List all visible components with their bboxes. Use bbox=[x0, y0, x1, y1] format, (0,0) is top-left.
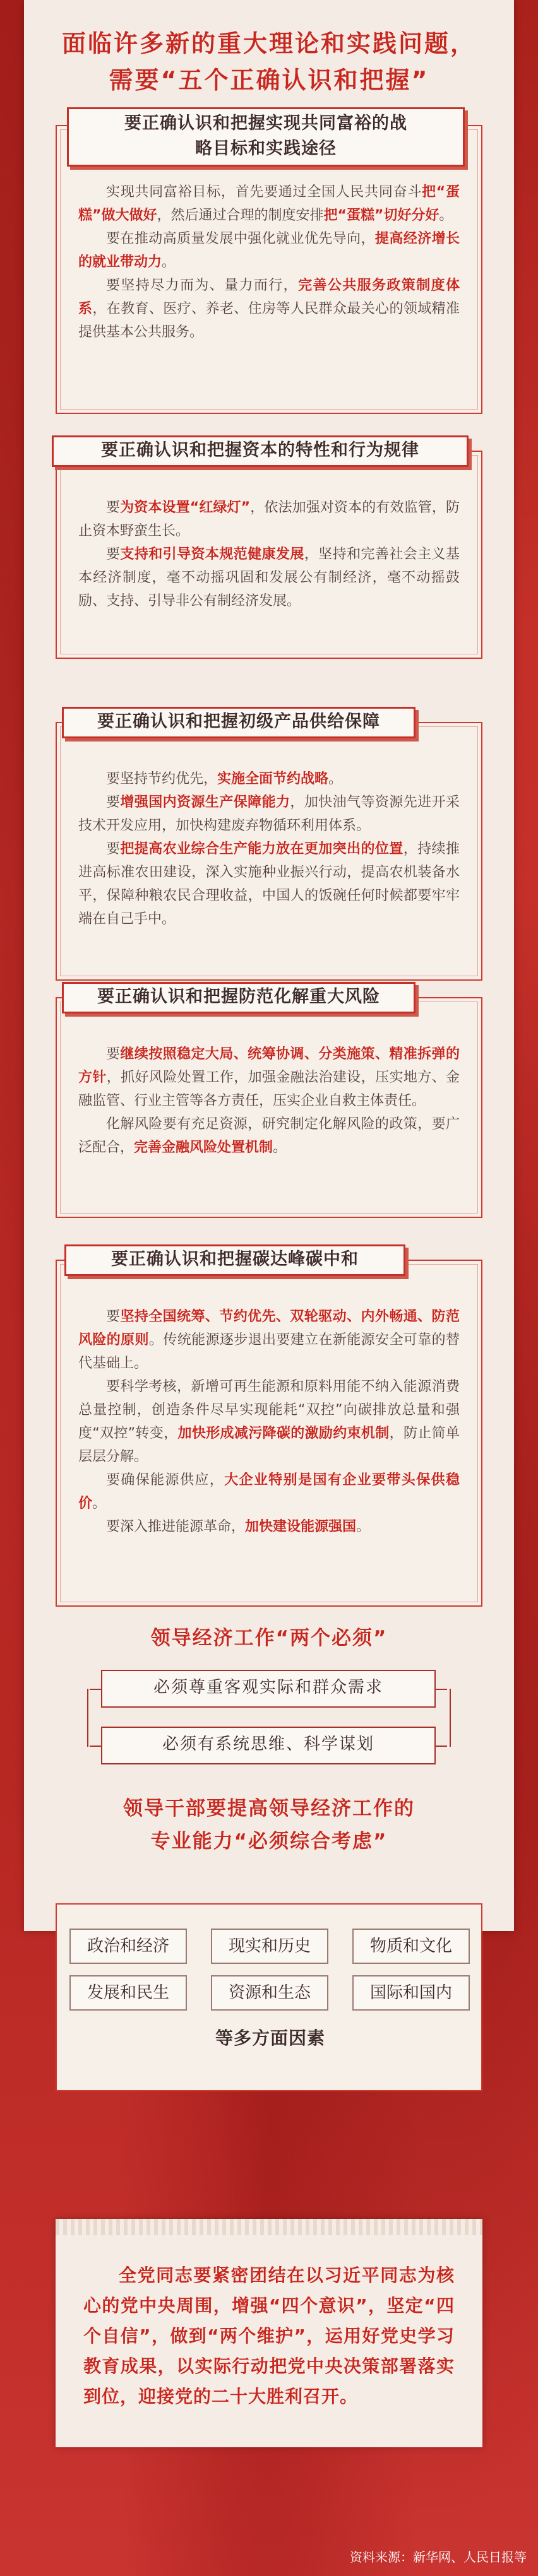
section-paragraph bbox=[78, 1375, 460, 1468]
paragraph-text: ，持续推进高标准农田建设，深入实施种业振兴行动，提高农机装备水平，保障种粮农民合理收益，中国人的饭碗任何时候都要牢牢端在自己手中。 bbox=[78, 841, 460, 927]
paragraph-text: 要 bbox=[106, 1309, 121, 1325]
paragraph-text: ，然后通过合理的制度安排 bbox=[157, 208, 324, 223]
factor-item: 国际和国内 bbox=[352, 1975, 470, 2011]
highlight-text: 为资本设置“红绿灯” bbox=[120, 500, 251, 516]
section-paragraph bbox=[78, 1043, 460, 1113]
highlight-text: 加快形成减污降碳的激励约束机制 bbox=[177, 1426, 390, 1441]
factor-item: 发展和民生 bbox=[69, 1975, 187, 2011]
closing-card bbox=[56, 2219, 482, 2447]
paragraph-text: 要 bbox=[106, 500, 121, 516]
paragraph-text: ，依法加强对资本的有效监管，防止资本野蛮生长。 bbox=[78, 500, 460, 539]
capability-title-line-2: 专业能力“必须综合考虑” bbox=[150, 1830, 388, 1853]
paragraph-text: 。 bbox=[356, 1519, 371, 1535]
paragraph-text: 要科学考核，新增可再生能源和原料用能不纳入能源消费总量控制，创造条件尽早实现能耗“双控”向碳排放总量和强度“双控”转变， bbox=[78, 1379, 460, 1441]
paragraph-text: 。传统能源逐步退出要建立在新能源安全可靠的替代基础上。 bbox=[78, 1332, 460, 1371]
section-paragraph bbox=[78, 1515, 460, 1539]
paragraph-text: 。 bbox=[162, 254, 176, 270]
headline-line-2: 需要“五个正确认识和把握” bbox=[109, 66, 429, 94]
section-paragraph bbox=[78, 767, 460, 791]
paragraph-text: 。 bbox=[92, 1496, 107, 1511]
paragraph-text: ，在教育、医疗、养老、住房等人民群众最关心的领域精准提供基本公共服务。 bbox=[78, 301, 460, 340]
highlight-text: 把“蛋糕”切好分好 bbox=[323, 208, 439, 223]
section-title: 要正确认识和把握初级产品供给保障 bbox=[62, 707, 415, 738]
section-title: 要正确认识和把握资本的特性和行为规律 bbox=[52, 435, 469, 467]
highlight-text: 实施全面节约战略 bbox=[217, 771, 329, 787]
highlight-text: 完善金融风险处置机制 bbox=[134, 1140, 273, 1155]
section-paragraph bbox=[78, 274, 460, 344]
must-item bbox=[101, 1727, 436, 1764]
section-body bbox=[78, 767, 460, 931]
factors-box bbox=[56, 1903, 482, 2091]
section-paragraph bbox=[78, 1468, 460, 1515]
paragraph-text: ，坚持和完善社会主义基本经济制度，毫不动摇巩固和发展公有制经济，毫不动摇鼓励、支持、引导非公有制经济发展。 bbox=[78, 547, 460, 609]
paragraph-text: 。 bbox=[273, 1140, 287, 1155]
paragraph-text: 化解风险要有充足资源，研究制定化解风险的政策，要广泛配合， bbox=[78, 1116, 460, 1155]
section-body bbox=[78, 180, 460, 344]
highlight-text: 把“蛋糕”做大做好 bbox=[78, 184, 460, 223]
paragraph-text: ，加快油气等资源先进开采技术开发应用，加快构建废弃物循环利用体系。 bbox=[78, 795, 460, 834]
headline-line-1: 面临许多新的重大理论和实践问题， bbox=[61, 30, 476, 57]
paragraph-text: 实现共同富裕目标，首先要通过全国人民共同奋斗 bbox=[106, 184, 422, 200]
paragraph-text: 要 bbox=[106, 795, 121, 810]
paragraph-text: 要坚持节约优先， bbox=[106, 771, 218, 787]
highlight-text: 支持和引导资本规范健康发展 bbox=[120, 547, 304, 562]
factors-footer: 等多方面因素 bbox=[215, 2028, 325, 2048]
section-paragraph bbox=[78, 837, 460, 931]
paragraph-text: 要 bbox=[106, 1046, 121, 1062]
factor-item: 政治和经济 bbox=[69, 1929, 187, 1964]
page-headline bbox=[0, 25, 538, 98]
factor-item: 现实和历史 bbox=[211, 1929, 328, 1964]
highlight-text: 增强国内资源生产保障能力 bbox=[120, 795, 290, 810]
section-paragraph bbox=[78, 543, 460, 613]
section-body bbox=[78, 1043, 460, 1159]
paragraph-text: 。 bbox=[328, 771, 343, 787]
section-title-line-2: 略目标和实践途径 bbox=[195, 139, 337, 158]
highlight-text: 大企业特别是国有企业要带头保供稳价 bbox=[78, 1472, 460, 1511]
section-title: 要正确认识和把握防范化解重大风险 bbox=[62, 982, 415, 1013]
bracket-left bbox=[87, 1689, 88, 1747]
capability-title-line-1: 领导干部要提高领导经济工作的 bbox=[123, 1797, 415, 1820]
bracket-right bbox=[450, 1689, 451, 1747]
closing-text: 全党同志要紧密团结在以习近平同志为核心的党中央周围，增强“四个意识”，坚定“四个自信”，做到“两个维护”，运用好党史学习教育成果，以实际行动把党中央决策部署落实到位，迎接党的二十大胜利召开。 bbox=[83, 2265, 455, 2407]
section-title: 要正确认识和把握碳达峰碳中和 bbox=[64, 1244, 405, 1276]
section-body bbox=[78, 1305, 460, 1539]
section-paragraph bbox=[78, 1113, 460, 1159]
paragraph-text: 。 bbox=[439, 208, 453, 223]
must-item-text: 必须尊重客观实际和群众需求 bbox=[153, 1678, 383, 1697]
section-paragraph bbox=[78, 1305, 460, 1375]
paragraph-text: ，防止简单层层分解。 bbox=[78, 1426, 460, 1465]
factor-item: 物质和文化 bbox=[352, 1929, 470, 1964]
paragraph-text: 要在推动高质量发展中强化就业优先导向， bbox=[106, 231, 375, 247]
two-musts-title: 领导经济工作“两个必须” bbox=[150, 1627, 388, 1650]
paragraph-text: 要确保能源供应， bbox=[106, 1472, 225, 1488]
must-item bbox=[101, 1670, 436, 1708]
section-title bbox=[67, 107, 465, 167]
highlight-text: 继续按照稳定大局、统筹协调、分类施策、精准拆弹的方针 bbox=[78, 1046, 460, 1085]
section-paragraph bbox=[78, 496, 460, 543]
paragraph-text: 要深入推进能源革命， bbox=[106, 1519, 246, 1535]
section-body bbox=[78, 496, 460, 613]
section-title-line-1: 要正确认识和把握实现共同富裕的战 bbox=[124, 114, 407, 133]
section-paragraph bbox=[78, 791, 460, 837]
section-paragraph bbox=[78, 180, 460, 227]
paragraph-text: 要 bbox=[106, 547, 121, 562]
highlight-text: 坚持全国统筹、节约优先、双轮驱动、内外畅通、防范风险的原则 bbox=[78, 1309, 460, 1348]
section-paragraph bbox=[78, 227, 460, 274]
highlight-text: 加快建设能源强国 bbox=[245, 1519, 357, 1535]
highlight-text: 完善公共服务政策制度体系 bbox=[78, 278, 460, 317]
paragraph-text: 要 bbox=[106, 841, 121, 857]
highlight-text: 提高经济增长的就业带动力 bbox=[78, 231, 460, 270]
capability-title bbox=[0, 1792, 538, 1858]
highlight-text: 把提高农业综合生产能力放在更加突出的位置 bbox=[120, 841, 404, 857]
factor-item: 资源和生态 bbox=[211, 1975, 328, 2011]
must-item-text: 必须有系统思维、科学谋划 bbox=[162, 1735, 374, 1754]
paragraph-text: ，抓好风险处置工作，加强金融法治建设，压实地方、金融监管、行业主管等各方责任，压实企业自救主体责任。 bbox=[78, 1070, 460, 1109]
source-note: 资料来源：新华网、人民日报等 bbox=[350, 2549, 527, 2565]
paragraph-text: 要坚持尽力而为、量力而行， bbox=[106, 278, 299, 293]
